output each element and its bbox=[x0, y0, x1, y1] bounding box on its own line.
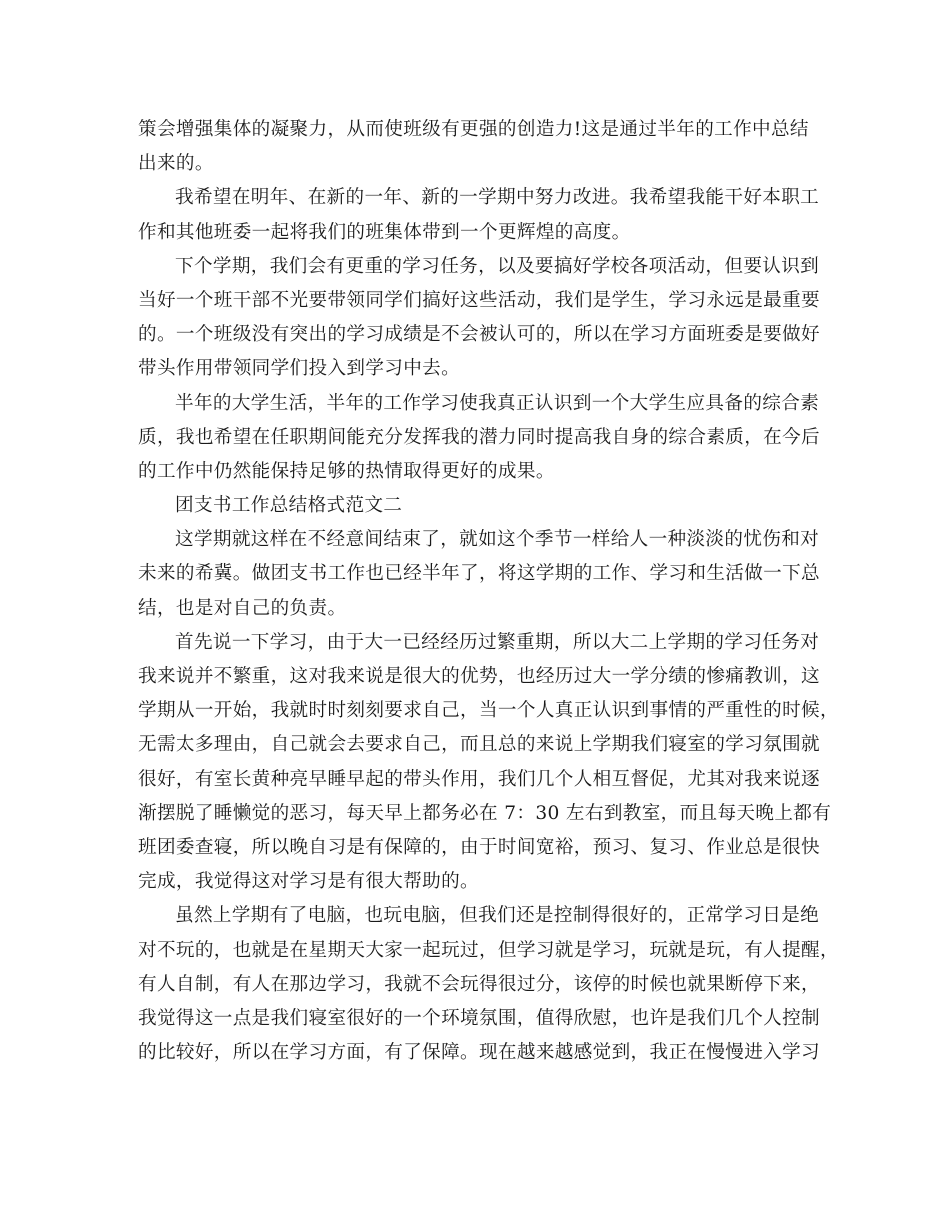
text-line: 无需太多理由，自己就会去要求自己，而且总的来说上学期我们寝室的学习氛围就 bbox=[138, 734, 820, 756]
text-line: 结，也是对自己的负责。 bbox=[138, 597, 347, 619]
text-line: 团支书工作总结格式范文二 bbox=[175, 495, 403, 517]
text-line: 带头作用带领同学们投入到学习中去。 bbox=[138, 358, 461, 380]
text-line: 渐摆脱了睡懒觉的恶习，每天早上都务必在 7：30 左右到教室，而且每天晚上都有 bbox=[138, 802, 832, 824]
text-line: 作和其他班委一起将我们的班集体带到一个更辉煌的高度。 bbox=[138, 221, 631, 243]
text-line: 有人自制，有人在那边学习，我就不会玩得很过分，该停的时候也就果断停下来， bbox=[138, 973, 820, 995]
text-line: 的。一个班级没有突出的学习成绩是不会被认可的，所以在学习方面班委是要做好 bbox=[138, 324, 820, 346]
text-line: 很好，有室长黄种亮早睡早起的带头作用，我们几个人相互督促，尤其对我来说逐 bbox=[138, 768, 820, 790]
text-line: 半年的大学生活，半年的工作学习使我真正认识到一个大学生应具备的综合素 bbox=[175, 392, 820, 414]
text-line: 当好一个班干部不光要带领同学们搞好这些活动，我们是学生，学习永远是最重要 bbox=[138, 289, 820, 311]
text-line: 质，我也希望在任职期间能充分发挥我的潜力同时提高我自身的综合素质，在今后 bbox=[138, 426, 820, 448]
text-line: 出来的。 bbox=[138, 153, 214, 175]
text-line: 对不玩的，也就是在星期天大家一起玩过，但学习就是学习，玩就是玩，有人提醒， bbox=[138, 939, 839, 961]
text-line: 班团委查寝，所以晚自习是有保障的，由于时间宽裕，预习、复习、作业总是很快 bbox=[138, 836, 820, 858]
text-line: 学期从一开始，我就时时刻刻要求自己，当一个人真正认识到事情的严重性的时候， bbox=[138, 700, 839, 722]
text-line: 我来说并不繁重，这对我来说是很大的优势，也经历过大一学分绩的惨痛教训，这 bbox=[138, 666, 820, 687]
text-line: 我觉得这一点是我们寝室很好的一个环境氛围，值得欣慰，也许是我们几个人控制 bbox=[138, 1007, 820, 1029]
text-line: 下个学期，我们会有更重的学习任务，以及要搞好学校各项活动，但要认识到 bbox=[175, 255, 820, 277]
text-line: 虽然上学期有了电脑，也玩电脑，但我们还是控制得很好的，正常学习日是绝 bbox=[175, 905, 820, 927]
text-line: 完成，我觉得这对学习是有很大帮助的。 bbox=[138, 871, 479, 893]
text-line: 这学期就这样在不经意间结束了，就如这个季节一样给人一种淡淡的忧伤和对 bbox=[175, 529, 820, 551]
document-body bbox=[138, 113, 839, 1070]
text-line: 未来的希冀。做团支书工作也已经半年了，将这学期的工作、学习和生活做一下总 bbox=[138, 563, 820, 585]
text-line: 首先说一下学习，由于大一已经经历过繁重期，所以大二上学期的学习任务对 bbox=[175, 631, 820, 653]
text-line: 我希望在明年、在新的一年、新的一学期中努力改进。我希望我能干好本职工 bbox=[175, 187, 820, 209]
text-line: 的比较好，所以在学习方面，有了保障。现在越来越感觉到，我正在慢慢进入学习 bbox=[138, 1042, 820, 1064]
text-line: 策会增强集体的凝聚力，从而使班级有更强的创造力!这是通过半年的工作中总结 bbox=[138, 119, 809, 140]
text-line: 的工作中仍然能保持足够的热情取得更好的成果。 bbox=[138, 460, 555, 482]
